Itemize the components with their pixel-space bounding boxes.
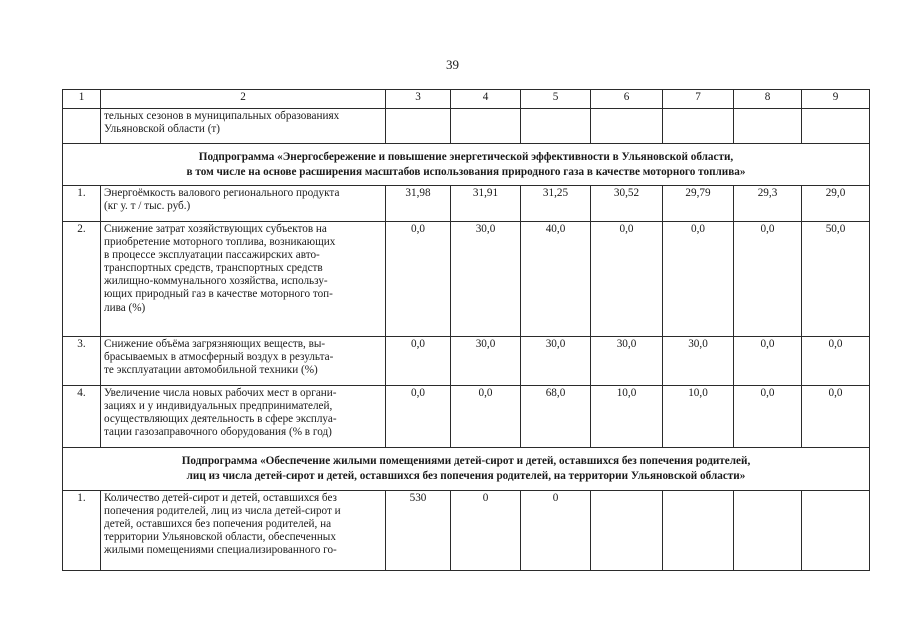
value-cell <box>386 109 451 144</box>
value-cell: 0,0 <box>386 222 451 337</box>
value-cell: 50,0 <box>802 222 870 337</box>
column-header: 6 <box>591 90 663 109</box>
description-line: детей, оставшихся без попечения родителей, на <box>104 518 332 531</box>
subprogram-heading <box>63 144 870 186</box>
table-row <box>63 491 870 571</box>
description-line: ющих природный газ в качестве моторного топ- <box>104 288 333 301</box>
value-cell <box>521 109 591 144</box>
column-header: 9 <box>802 90 870 109</box>
subprogram-heading-row <box>63 448 870 491</box>
subprogram-heading-row <box>63 144 870 186</box>
value-cell: 30,0 <box>591 337 663 386</box>
value-cell: 31,98 <box>386 186 451 222</box>
value-cell: 68,0 <box>521 386 591 448</box>
indicators-table <box>62 89 870 571</box>
value-cell: 29,79 <box>663 186 734 222</box>
table-row <box>63 337 870 386</box>
value-cell: 0,0 <box>734 386 802 448</box>
row-number: 3. <box>63 337 101 386</box>
description-line: брасываемых в атмосферный воздух в результа- <box>104 351 334 364</box>
value-cell: 0,0 <box>451 386 521 448</box>
description-line: в процессе эксплуатации пассажирских авто- <box>104 249 320 262</box>
description-line: жилыми помещениями специализированного го- <box>104 544 337 557</box>
description-line: Ульяновской области (т) <box>104 123 221 136</box>
description-line: Увеличение числа новых рабочих мест в органи- <box>104 387 337 399</box>
description-line: лива (%) <box>104 301 146 314</box>
column-header: 8 <box>734 90 802 109</box>
description-line: (кг у. т / тыс. руб.) <box>104 200 191 213</box>
indicator-description <box>101 491 386 571</box>
value-cell: 31,25 <box>521 186 591 222</box>
value-cell: 0,0 <box>386 337 451 386</box>
value-cell: 0,0 <box>663 222 734 337</box>
indicator-description <box>101 222 386 337</box>
value-cell: 0 <box>521 491 591 571</box>
value-cell: 0,0 <box>386 386 451 448</box>
value-cell: 0,0 <box>734 222 802 337</box>
value-cell: 29,3 <box>734 186 802 222</box>
description-line: жилищно-коммунального хозяйства, использу- <box>104 275 328 288</box>
description-line: тельных сезонов в муниципальных образованиях <box>104 110 340 122</box>
subprogram-title-line: Подпрограмма «Энергосбережение и повышение энергетической эффективности в Ульяновской области, <box>198 150 734 163</box>
table-row <box>63 222 870 337</box>
indicator-description <box>101 337 386 386</box>
value-cell <box>451 109 521 144</box>
column-header: 3 <box>386 90 451 109</box>
row-number <box>63 109 101 144</box>
description-line: тации газозаправочного оборудования (% в год) <box>104 426 332 439</box>
description-line: Количество детей-сирот и детей, оставшихся без <box>104 492 337 504</box>
column-header: 5 <box>521 90 591 109</box>
value-cell: 530 <box>386 491 451 571</box>
value-cell: 40,0 <box>521 222 591 337</box>
row-number: 2. <box>63 222 101 337</box>
description-line: транспортных средств, транспортных средств <box>104 262 323 275</box>
value-cell: 30,0 <box>663 337 734 386</box>
row-number: 1. <box>63 491 101 571</box>
description-line: Снижение затрат хозяйствующих субъектов на <box>104 223 327 235</box>
value-cell <box>802 109 870 144</box>
table-row <box>63 186 870 222</box>
column-header: 4 <box>451 90 521 109</box>
description-line: попечения родителей, лиц из числа детей-сирот и <box>104 505 341 518</box>
description-line: Снижение объёма загрязняющих веществ, вы- <box>104 338 326 350</box>
row-number: 4. <box>63 386 101 448</box>
table-row <box>63 386 870 448</box>
value-cell: 0,0 <box>802 337 870 386</box>
page-number: 39 <box>446 57 459 72</box>
subprogram-title-line: в том числе на основе расширения масштабов использования природного газа в качестве моторного топлива» <box>186 165 746 178</box>
value-cell: 31,91 <box>451 186 521 222</box>
value-cell <box>663 109 734 144</box>
value-cell: 10,0 <box>591 386 663 448</box>
value-cell: 10,0 <box>663 386 734 448</box>
value-cell <box>591 491 663 571</box>
value-cell <box>734 491 802 571</box>
description-line: Энергоёмкость валового регионального продукта <box>104 187 340 199</box>
subprogram-heading <box>63 448 870 491</box>
table-row <box>63 109 870 144</box>
column-header: 1 <box>63 90 101 109</box>
value-cell <box>802 491 870 571</box>
value-cell: 0,0 <box>802 386 870 448</box>
table-header-row <box>63 90 870 109</box>
description-line: приобретение моторного топлива, возникающих <box>104 236 336 249</box>
description-line: осуществляющих деятельность в сфере эксплуа- <box>104 413 337 426</box>
value-cell <box>663 491 734 571</box>
indicator-description <box>101 109 386 144</box>
value-cell: 30,0 <box>451 337 521 386</box>
column-header: 7 <box>663 90 734 109</box>
row-number: 1. <box>63 186 101 222</box>
value-cell: 0 <box>451 491 521 571</box>
value-cell <box>591 109 663 144</box>
description-line: те эксплуатации автомобильной техники (%) <box>104 364 318 377</box>
value-cell <box>734 109 802 144</box>
value-cell: 29,0 <box>802 186 870 222</box>
column-header: 2 <box>101 90 386 109</box>
description-line: территории Ульяновской области, обеспеченных <box>104 531 336 544</box>
value-cell: 30,52 <box>591 186 663 222</box>
value-cell: 0,0 <box>734 337 802 386</box>
value-cell: 30,0 <box>521 337 591 386</box>
description-line: зациях и у индивидуальных предпринимателей, <box>104 400 333 413</box>
subprogram-title-line: лиц из числа детей-сирот и детей, оставшихся без попечения родителей, на территории Ульяновской области» <box>186 470 746 482</box>
indicator-description <box>101 186 386 222</box>
subprogram-title-line: Подпрограмма «Обеспечение жилыми помещениями детей-сирот и детей, оставшихся без попечения родителей, <box>181 455 751 468</box>
value-cell: 0,0 <box>591 222 663 337</box>
value-cell: 30,0 <box>451 222 521 337</box>
indicator-description <box>101 386 386 448</box>
